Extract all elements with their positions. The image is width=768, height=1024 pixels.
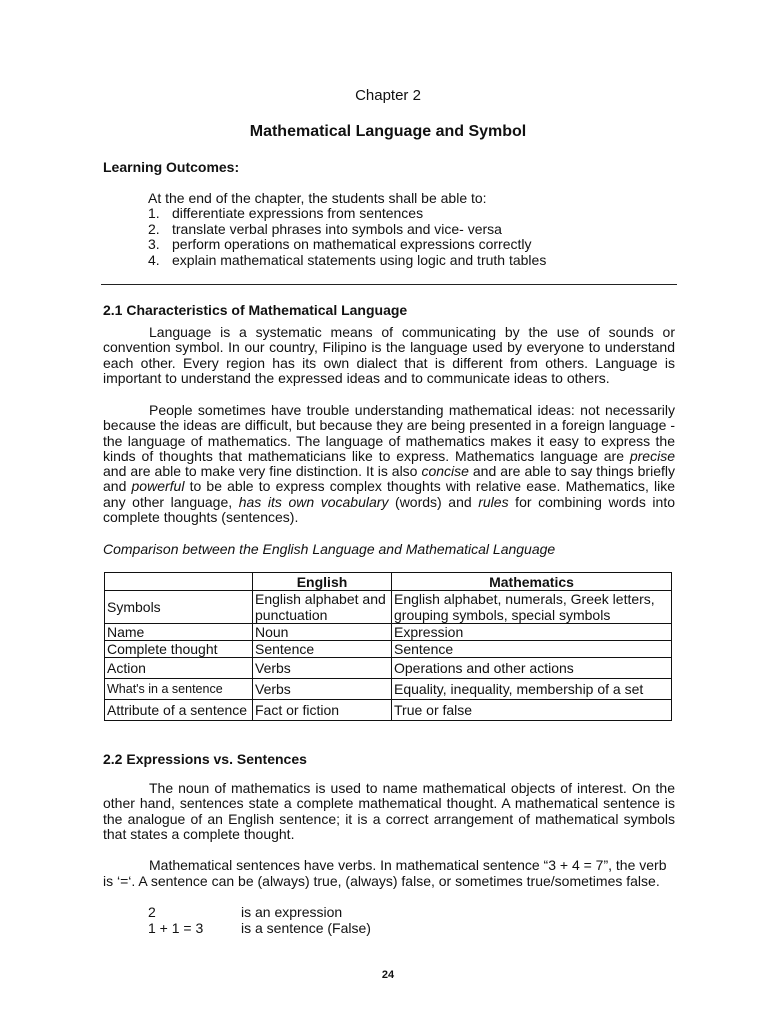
section-heading: 2.2 Expressions vs. Sentences: [103, 751, 307, 767]
list-number: 3.: [148, 236, 160, 252]
table-cell: Attribute of a sentence: [105, 700, 253, 721]
emphasis: has its own vocabulary: [238, 493, 389, 510]
example-expression: 1 + 1 = 3: [148, 919, 204, 936]
examples: [148, 905, 371, 936]
table-cell: Symbols: [105, 591, 253, 624]
table-cell: Fact or fiction: [253, 700, 392, 721]
list-item: [148, 237, 546, 253]
emphasis: powerful: [131, 478, 185, 495]
table-row: [105, 679, 672, 700]
example-expression: 2: [148, 904, 156, 920]
page-number: 24: [381, 969, 395, 981]
table-row: [105, 641, 672, 658]
table-header: [105, 573, 253, 591]
emphasis: concise: [421, 463, 469, 480]
learning-outcomes-list: [148, 206, 546, 268]
list-item: [148, 253, 546, 269]
paragraph: Language is a systematic means of communicating by the use of sounds or convention symbol. In our country, Filipino is the language used by everyone to understand each other. Every region has its own dialect that is different from others. Language is important to understand the expressed ideas and to communicate ideas to others.: [103, 324, 675, 386]
table-cell: Complete thought: [105, 641, 253, 658]
table-row: [105, 591, 672, 624]
example-description: is a sentence (False): [241, 919, 371, 936]
emphasis: rules: [478, 493, 509, 510]
table-header: English: [253, 573, 392, 591]
divider: [101, 284, 677, 285]
table-caption: Comparison between the English Language and Mathematical Language: [103, 541, 556, 557]
list-item: [148, 206, 546, 222]
table-cell: Name: [105, 624, 253, 641]
table-cell: What's in a sentence: [105, 679, 253, 700]
paragraph: The noun of mathematics is used to name mathematical objects of interest. On the other hand, sentences state a complete mathematical thought. A mathematical sentence is the analogue of an English sentence; it is a correct arrangement of mathematical symbols that states a complete thought.: [103, 780, 675, 842]
section-heading: 2.1 Characteristics of Mathematical Language: [103, 302, 408, 318]
table-cell: Noun: [253, 624, 392, 641]
table-cell: Sentence: [392, 641, 672, 658]
table-cell: True or false: [392, 700, 672, 721]
table-cell: Action: [105, 658, 253, 679]
emphasis: precise: [629, 447, 675, 464]
chapter-title: Mathematical Language and Symbol: [249, 123, 527, 140]
paragraph: Mathematical sentences have verbs. In mathematical sentence “3 + 4 = 7”, the verb is ‘=‘. A sentence can be (always) true, (always) false, or sometimes true/sometimes false.: [103, 857, 667, 889]
list-text: perform operations on mathematical expressions correctly: [172, 236, 532, 252]
list-number: 2.: [148, 220, 160, 237]
example-row: [148, 921, 371, 937]
list-number: 1.: [148, 205, 160, 221]
list-text: explain mathematical statements using logic and truth tables: [172, 251, 547, 268]
table-row: [105, 624, 672, 641]
table-cell: Expression: [392, 624, 672, 641]
comparison-table: [104, 572, 672, 721]
table-header: Mathematics: [392, 573, 672, 591]
list-number: 4.: [148, 251, 160, 268]
table-row: [105, 658, 672, 679]
list-item: [148, 222, 546, 238]
table-cell: English alphabet and punctuation: [253, 591, 392, 624]
table-header-row: [105, 573, 672, 591]
table-cell: Verbs: [253, 679, 392, 700]
table-cell: Sentence: [253, 641, 392, 658]
table-row: [105, 700, 672, 721]
learning-outcomes-heading: Learning Outcomes:: [103, 159, 240, 175]
example-row: [148, 905, 371, 921]
table-cell: Equality, inequality, membership of a set: [392, 679, 672, 700]
table-cell: Operations and other actions: [392, 658, 672, 679]
chapter-label: Chapter 2: [355, 87, 421, 104]
learning-outcomes-intro: At the end of the chapter, the students shall be able to:: [148, 190, 487, 206]
list-text: differentiate expressions from sentences: [172, 205, 424, 221]
table-cell: Verbs: [253, 658, 392, 679]
table-cell: English alphabet, numerals, Greek letters, grouping symbols, special symbols: [392, 591, 672, 624]
list-text: translate verbal phrases into symbols and vice- versa: [172, 220, 502, 237]
paragraph: People sometimes have trouble understanding mathematical ideas: not necessarily because the ideas are difficult, but because they are being presented in a foreign language - the language of mathematics. The language of mathematics makes it easy to express the kinds of thoughts that mathematicians like to express. Mathematics language are precise and are able to make very fine distinction. It is also concise and are able to say things briefly and powerful to be able to express complex thoughts with relative ease. Mathematics, like any other language, has its own vocabulary (words) and rules for combining words into complete thoughts (sentences).: [103, 402, 675, 526]
example-description: is an expression: [241, 904, 343, 920]
